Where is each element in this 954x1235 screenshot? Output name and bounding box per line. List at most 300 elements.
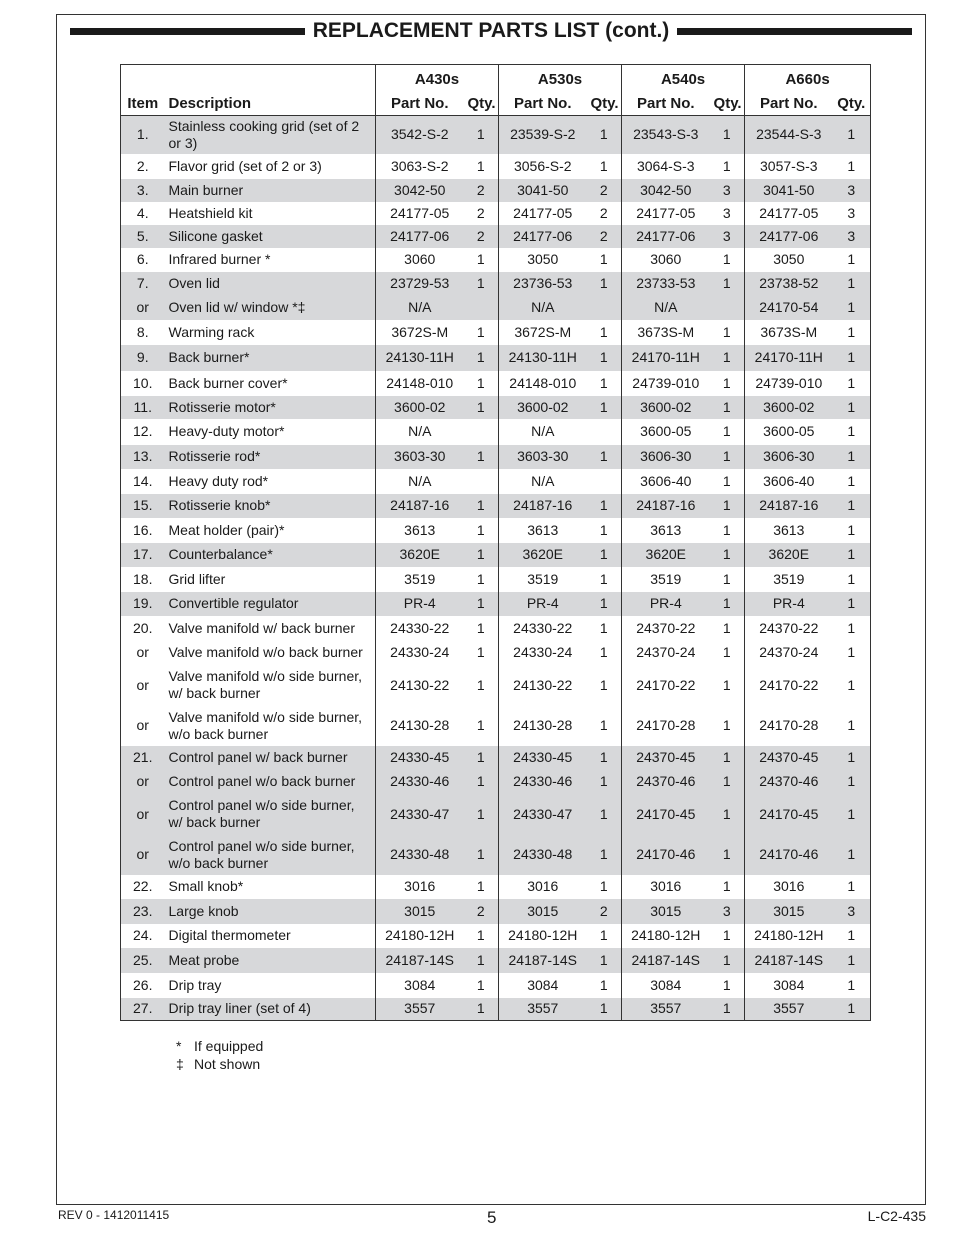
quantity: 1 bbox=[710, 924, 745, 948]
part-number: 3672S-M bbox=[376, 320, 464, 345]
quantity: 1 bbox=[587, 567, 622, 592]
quantity: 1 bbox=[710, 518, 745, 543]
part-number: 3613 bbox=[499, 518, 587, 543]
quantity: 1 bbox=[587, 371, 622, 396]
quantity: 2 bbox=[464, 202, 499, 225]
table-row bbox=[121, 248, 871, 272]
part-number: 24330-45 bbox=[499, 746, 587, 770]
table-row bbox=[121, 445, 871, 469]
part-number: 24170-45 bbox=[745, 794, 833, 835]
quantity: 1 bbox=[464, 592, 499, 616]
part-number: 3084 bbox=[499, 973, 587, 998]
quantity: 1 bbox=[587, 154, 622, 179]
model-header-row bbox=[121, 65, 871, 92]
quantity: 1 bbox=[587, 592, 622, 616]
quantity: 1 bbox=[833, 320, 871, 345]
quantity bbox=[464, 296, 499, 320]
quantity: 2 bbox=[464, 225, 499, 248]
col-qty: Qty. bbox=[464, 91, 499, 116]
part-number: 3042-50 bbox=[622, 179, 710, 202]
quantity: 1 bbox=[710, 567, 745, 592]
part-number: 24370-22 bbox=[745, 616, 833, 641]
part-number: N/A bbox=[622, 296, 710, 320]
quantity: 1 bbox=[833, 272, 871, 296]
col-part-no: Part No. bbox=[622, 91, 710, 116]
title-rule-left bbox=[70, 28, 305, 35]
part-number: 24170-28 bbox=[745, 706, 833, 746]
item-description: Valve manifold w/o side burner, w/ back burner bbox=[165, 665, 376, 706]
col-part-no: Part No. bbox=[376, 91, 464, 116]
quantity: 1 bbox=[710, 543, 745, 567]
quantity: 1 bbox=[710, 419, 745, 445]
table-row bbox=[121, 998, 871, 1021]
item-description: Small knob* bbox=[165, 875, 376, 899]
item-number: 18. bbox=[121, 567, 165, 592]
quantity bbox=[710, 296, 745, 320]
quantity: 1 bbox=[464, 345, 499, 371]
part-number: 24180-12H bbox=[376, 924, 464, 948]
quantity: 1 bbox=[464, 445, 499, 469]
quantity: 1 bbox=[587, 794, 622, 835]
part-number: 24130-28 bbox=[499, 706, 587, 746]
item-number: 25. bbox=[121, 948, 165, 973]
col-description: Description bbox=[165, 91, 376, 116]
item-number: 21. bbox=[121, 746, 165, 770]
quantity: 1 bbox=[464, 543, 499, 567]
quantity: 1 bbox=[587, 248, 622, 272]
part-number: 3041-50 bbox=[499, 179, 587, 202]
part-number: 3057-S-3 bbox=[745, 154, 833, 179]
quantity: 1 bbox=[464, 794, 499, 835]
parts-table-body bbox=[121, 116, 871, 1021]
item-number: or bbox=[121, 296, 165, 320]
part-number: 24177-06 bbox=[622, 225, 710, 248]
part-number: 24187-16 bbox=[622, 494, 710, 518]
quantity: 1 bbox=[833, 419, 871, 445]
item-description: Main burner bbox=[165, 179, 376, 202]
item-description: Rotisserie motor* bbox=[165, 396, 376, 419]
part-number: 3613 bbox=[622, 518, 710, 543]
item-number: 17. bbox=[121, 543, 165, 567]
part-number: 24370-45 bbox=[622, 746, 710, 770]
part-number: 3519 bbox=[376, 567, 464, 592]
part-number: 3064-S-3 bbox=[622, 154, 710, 179]
part-number: 24370-46 bbox=[745, 770, 833, 794]
model-a660s: A660s bbox=[745, 65, 871, 92]
title-rule-right bbox=[677, 28, 912, 35]
page-number: 5 bbox=[487, 1208, 497, 1227]
quantity: 1 bbox=[833, 543, 871, 567]
part-number: 3606-40 bbox=[745, 469, 833, 494]
part-number: 3015 bbox=[499, 899, 587, 924]
part-number: 24130-11H bbox=[376, 345, 464, 371]
item-number: 4. bbox=[121, 202, 165, 225]
item-description: Valve manifold w/ back burner bbox=[165, 616, 376, 641]
part-number: 24180-12H bbox=[745, 924, 833, 948]
part-number: 3606-40 bbox=[622, 469, 710, 494]
part-number: 3060 bbox=[622, 248, 710, 272]
part-number: 24130-22 bbox=[376, 665, 464, 706]
quantity: 2 bbox=[587, 899, 622, 924]
item-description: Digital thermometer bbox=[165, 924, 376, 948]
part-number: 3519 bbox=[745, 567, 833, 592]
quantity: 1 bbox=[833, 875, 871, 899]
table-row bbox=[121, 419, 871, 445]
quantity: 1 bbox=[710, 835, 745, 875]
quantity: 1 bbox=[464, 116, 499, 154]
quantity: 2 bbox=[464, 179, 499, 202]
table-row bbox=[121, 665, 871, 706]
item-number: 26. bbox=[121, 973, 165, 998]
quantity: 1 bbox=[464, 770, 499, 794]
quantity: 1 bbox=[833, 616, 871, 641]
part-number: 3557 bbox=[745, 998, 833, 1021]
quantity: 3 bbox=[833, 899, 871, 924]
quantity bbox=[587, 419, 622, 445]
quantity: 1 bbox=[587, 641, 622, 665]
quantity: 1 bbox=[464, 835, 499, 875]
part-number: N/A bbox=[499, 296, 587, 320]
quantity: 1 bbox=[710, 973, 745, 998]
part-number: 3060 bbox=[376, 248, 464, 272]
quantity: 1 bbox=[710, 248, 745, 272]
part-number: 3620E bbox=[376, 543, 464, 567]
part-number: 23738-52 bbox=[745, 272, 833, 296]
item-number: 6. bbox=[121, 248, 165, 272]
quantity: 1 bbox=[587, 396, 622, 419]
quantity: 1 bbox=[710, 320, 745, 345]
table-row bbox=[121, 973, 871, 998]
item-number: or bbox=[121, 706, 165, 746]
quantity: 1 bbox=[587, 875, 622, 899]
table-row bbox=[121, 794, 871, 835]
part-number: 3613 bbox=[745, 518, 833, 543]
quantity: 1 bbox=[464, 272, 499, 296]
table-row bbox=[121, 345, 871, 371]
part-number: 3016 bbox=[499, 875, 587, 899]
part-number: 24180-12H bbox=[499, 924, 587, 948]
item-description: Large knob bbox=[165, 899, 376, 924]
quantity: 1 bbox=[710, 116, 745, 154]
part-number: 3600-05 bbox=[622, 419, 710, 445]
model-a530s: A530s bbox=[499, 65, 622, 92]
quantity: 1 bbox=[587, 706, 622, 746]
table-row bbox=[121, 924, 871, 948]
table-row bbox=[121, 320, 871, 345]
quantity: 1 bbox=[464, 973, 499, 998]
item-number: 1. bbox=[121, 116, 165, 154]
col-qty: Qty. bbox=[833, 91, 871, 116]
item-description: Stainless cooking grid (set of 2 or 3) bbox=[165, 116, 376, 154]
quantity: 1 bbox=[464, 998, 499, 1021]
part-number: 3672S-M bbox=[499, 320, 587, 345]
part-number: N/A bbox=[376, 419, 464, 445]
quantity: 1 bbox=[587, 835, 622, 875]
col-item: Item bbox=[121, 91, 165, 116]
quantity: 1 bbox=[833, 746, 871, 770]
col-qty: Qty. bbox=[587, 91, 622, 116]
quantity: 1 bbox=[587, 924, 622, 948]
table-row bbox=[121, 494, 871, 518]
quantity: 1 bbox=[710, 445, 745, 469]
parts-table bbox=[120, 64, 871, 1021]
title-row bbox=[70, 18, 912, 44]
part-number: 24148-010 bbox=[376, 371, 464, 396]
item-number: 14. bbox=[121, 469, 165, 494]
quantity: 1 bbox=[710, 706, 745, 746]
quantity: 3 bbox=[710, 225, 745, 248]
quantity: 1 bbox=[587, 445, 622, 469]
table-row bbox=[121, 567, 871, 592]
table-row bbox=[121, 296, 871, 320]
quantity: 1 bbox=[833, 641, 871, 665]
quantity: 1 bbox=[587, 616, 622, 641]
item-description: Back burner* bbox=[165, 345, 376, 371]
part-number: 24187-14S bbox=[376, 948, 464, 973]
part-number: 3606-30 bbox=[745, 445, 833, 469]
item-number: 19. bbox=[121, 592, 165, 616]
part-number: 3050 bbox=[745, 248, 833, 272]
part-number: 24170-54 bbox=[745, 296, 833, 320]
quantity: 1 bbox=[587, 116, 622, 154]
quantity: 1 bbox=[833, 396, 871, 419]
quantity: 1 bbox=[833, 948, 871, 973]
quantity: 1 bbox=[710, 746, 745, 770]
part-number: 3600-02 bbox=[376, 396, 464, 419]
quantity: 1 bbox=[833, 494, 871, 518]
quantity: 1 bbox=[464, 320, 499, 345]
quantity: 1 bbox=[833, 592, 871, 616]
quantity: 1 bbox=[833, 770, 871, 794]
part-number: 24187-14S bbox=[745, 948, 833, 973]
part-number: 23729-53 bbox=[376, 272, 464, 296]
quantity: 1 bbox=[464, 248, 499, 272]
quantity: 1 bbox=[833, 835, 871, 875]
quantity: 1 bbox=[833, 296, 871, 320]
quantity: 1 bbox=[833, 665, 871, 706]
item-number: 9. bbox=[121, 345, 165, 371]
part-number: N/A bbox=[499, 469, 587, 494]
part-number: 24330-48 bbox=[376, 835, 464, 875]
item-description: Grid lifter bbox=[165, 567, 376, 592]
part-number: 24170-45 bbox=[622, 794, 710, 835]
quantity: 1 bbox=[464, 494, 499, 518]
quantity: 3 bbox=[833, 179, 871, 202]
part-number: 24177-06 bbox=[376, 225, 464, 248]
part-number: 3084 bbox=[376, 973, 464, 998]
part-number: 24170-46 bbox=[745, 835, 833, 875]
quantity: 1 bbox=[464, 924, 499, 948]
item-description: Warming rack bbox=[165, 320, 376, 345]
part-number: 24170-22 bbox=[622, 665, 710, 706]
part-number: 24170-22 bbox=[745, 665, 833, 706]
table-row bbox=[121, 116, 871, 154]
part-number: 3519 bbox=[622, 567, 710, 592]
page-title: REPLACEMENT PARTS LIST (cont.) bbox=[312, 19, 670, 42]
table-row bbox=[121, 641, 871, 665]
item-number: 23. bbox=[121, 899, 165, 924]
item-number: 22. bbox=[121, 875, 165, 899]
item-number: or bbox=[121, 641, 165, 665]
table-row bbox=[121, 179, 871, 202]
quantity: 1 bbox=[833, 794, 871, 835]
part-number: 24130-22 bbox=[499, 665, 587, 706]
model-a540s: A540s bbox=[622, 65, 745, 92]
quantity: 1 bbox=[710, 592, 745, 616]
item-number: or bbox=[121, 835, 165, 875]
part-number: 3557 bbox=[499, 998, 587, 1021]
item-number: 11. bbox=[121, 396, 165, 419]
quantity: 1 bbox=[587, 345, 622, 371]
item-description: Heavy duty rod* bbox=[165, 469, 376, 494]
part-number: 3606-30 bbox=[622, 445, 710, 469]
item-number: or bbox=[121, 770, 165, 794]
item-number: or bbox=[121, 794, 165, 835]
part-number: 3056-S-2 bbox=[499, 154, 587, 179]
part-number: 3600-02 bbox=[499, 396, 587, 419]
part-number: 24170-11H bbox=[745, 345, 833, 371]
quantity: 1 bbox=[833, 998, 871, 1021]
part-number: PR-4 bbox=[745, 592, 833, 616]
quantity: 1 bbox=[833, 567, 871, 592]
item-description: Silicone gasket bbox=[165, 225, 376, 248]
table-row bbox=[121, 225, 871, 248]
quantity: 3 bbox=[833, 202, 871, 225]
quantity: 1 bbox=[587, 272, 622, 296]
part-number: 24130-11H bbox=[499, 345, 587, 371]
quantity: 1 bbox=[464, 665, 499, 706]
item-description: Back burner cover* bbox=[165, 371, 376, 396]
table-row bbox=[121, 706, 871, 746]
quantity: 1 bbox=[710, 770, 745, 794]
part-number: 3063-S-2 bbox=[376, 154, 464, 179]
part-number: 3600-05 bbox=[745, 419, 833, 445]
quantity bbox=[464, 469, 499, 494]
quantity: 1 bbox=[833, 973, 871, 998]
part-number: 24170-46 bbox=[622, 835, 710, 875]
part-number: 3557 bbox=[376, 998, 464, 1021]
item-description: Heatshield kit bbox=[165, 202, 376, 225]
table-row bbox=[121, 543, 871, 567]
table-row bbox=[121, 835, 871, 875]
quantity: 1 bbox=[710, 948, 745, 973]
quantity: 1 bbox=[710, 641, 745, 665]
part-number: 24370-45 bbox=[745, 746, 833, 770]
table-row bbox=[121, 272, 871, 296]
footnote: ‡ Not shown bbox=[176, 1056, 261, 1072]
footnotes bbox=[176, 1037, 263, 1073]
col-qty: Qty. bbox=[710, 91, 745, 116]
quantity: 1 bbox=[464, 567, 499, 592]
quantity: 1 bbox=[464, 706, 499, 746]
quantity: 1 bbox=[710, 616, 745, 641]
part-number: 3050 bbox=[499, 248, 587, 272]
part-number: N/A bbox=[376, 296, 464, 320]
quantity: 1 bbox=[710, 494, 745, 518]
part-number: 3620E bbox=[499, 543, 587, 567]
table-row bbox=[121, 592, 871, 616]
quantity: 3 bbox=[710, 179, 745, 202]
part-number: N/A bbox=[499, 419, 587, 445]
part-number: 3613 bbox=[376, 518, 464, 543]
part-number: 3015 bbox=[376, 899, 464, 924]
part-number: 3620E bbox=[622, 543, 710, 567]
item-description: Heavy-duty motor* bbox=[165, 419, 376, 445]
part-number: 24330-48 bbox=[499, 835, 587, 875]
part-number: 24330-47 bbox=[376, 794, 464, 835]
quantity: 1 bbox=[587, 665, 622, 706]
item-description: Rotisserie rod* bbox=[165, 445, 376, 469]
part-number: 3673S-M bbox=[622, 320, 710, 345]
quantity: 1 bbox=[710, 272, 745, 296]
part-number: 3620E bbox=[745, 543, 833, 567]
part-number: 23544-S-3 bbox=[745, 116, 833, 154]
item-number: 15. bbox=[121, 494, 165, 518]
item-description: Control panel w/o side burner, w/o back burner bbox=[165, 835, 376, 875]
quantity: 1 bbox=[464, 396, 499, 419]
quantity: 1 bbox=[587, 518, 622, 543]
item-number: 16. bbox=[121, 518, 165, 543]
quantity: 1 bbox=[587, 998, 622, 1021]
item-number: 7. bbox=[121, 272, 165, 296]
quantity bbox=[587, 296, 622, 320]
quantity: 1 bbox=[710, 371, 745, 396]
quantity: 1 bbox=[833, 924, 871, 948]
part-number: 3016 bbox=[745, 875, 833, 899]
quantity: 1 bbox=[464, 518, 499, 543]
item-description: Valve manifold w/o side burner, w/o back burner bbox=[165, 706, 376, 746]
part-number: 3519 bbox=[499, 567, 587, 592]
part-number: 24330-46 bbox=[499, 770, 587, 794]
item-description: Oven lid w/ window *‡ bbox=[165, 296, 376, 320]
part-number: 24187-14S bbox=[499, 948, 587, 973]
item-description: Rotisserie knob* bbox=[165, 494, 376, 518]
quantity: 1 bbox=[587, 320, 622, 345]
table-row bbox=[121, 469, 871, 494]
item-number: 27. bbox=[121, 998, 165, 1021]
quantity: 1 bbox=[833, 445, 871, 469]
item-number: 20. bbox=[121, 616, 165, 641]
quantity: 1 bbox=[833, 248, 871, 272]
table-row bbox=[121, 875, 871, 899]
col-part-no: Part No. bbox=[745, 91, 833, 116]
part-number: 24177-06 bbox=[745, 225, 833, 248]
part-number: 3603-30 bbox=[499, 445, 587, 469]
part-number: 24170-11H bbox=[622, 345, 710, 371]
part-number: 3084 bbox=[745, 973, 833, 998]
part-number: PR-4 bbox=[499, 592, 587, 616]
quantity: 1 bbox=[710, 154, 745, 179]
item-number: 8. bbox=[121, 320, 165, 345]
quantity: 2 bbox=[587, 179, 622, 202]
part-number: 24170-28 bbox=[622, 706, 710, 746]
part-number: 24177-05 bbox=[622, 202, 710, 225]
part-number: 23543-S-3 bbox=[622, 116, 710, 154]
item-number: 12. bbox=[121, 419, 165, 445]
part-number: 3542-S-2 bbox=[376, 116, 464, 154]
quantity: 2 bbox=[587, 202, 622, 225]
part-number: 24187-16 bbox=[745, 494, 833, 518]
quantity: 1 bbox=[464, 154, 499, 179]
table-row bbox=[121, 396, 871, 419]
item-description: Drip tray liner (set of 4) bbox=[165, 998, 376, 1021]
part-number: 24130-28 bbox=[376, 706, 464, 746]
item-number: 3. bbox=[121, 179, 165, 202]
part-number: 24370-24 bbox=[745, 641, 833, 665]
part-number: 3041-50 bbox=[745, 179, 833, 202]
table-row bbox=[121, 899, 871, 924]
item-number: 2. bbox=[121, 154, 165, 179]
